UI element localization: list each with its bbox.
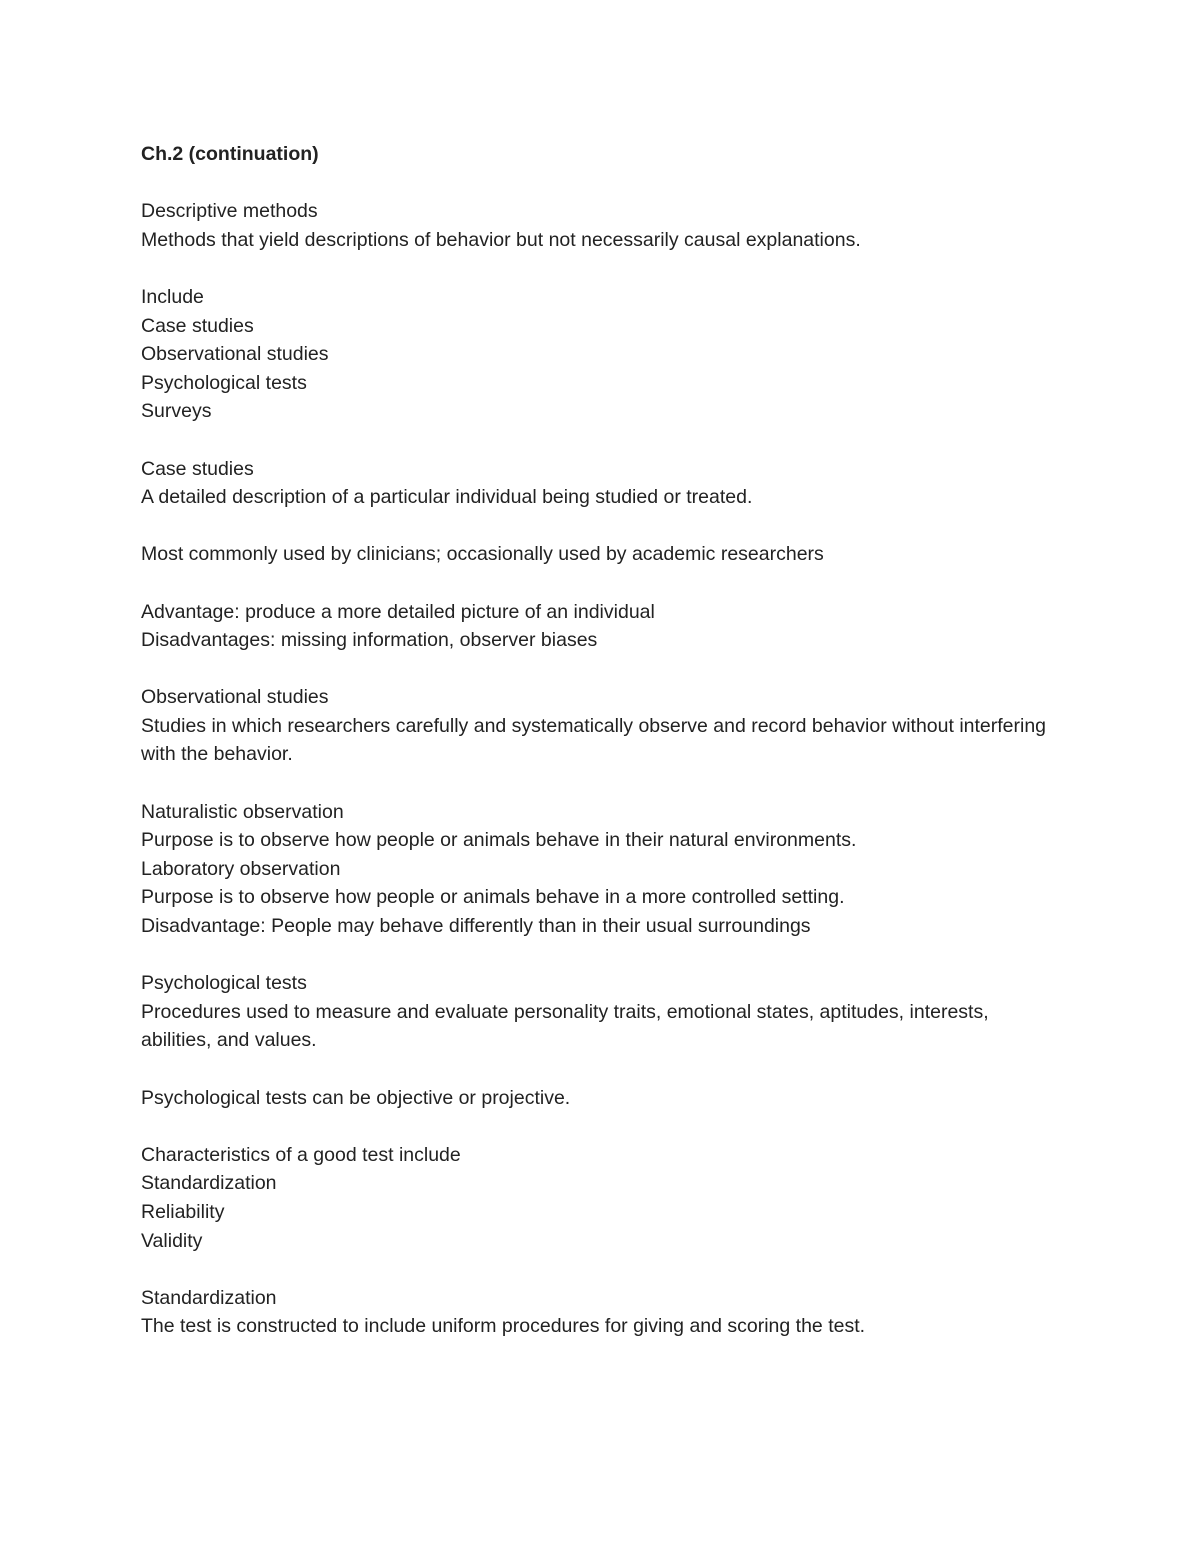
spacer xyxy=(141,1112,1061,1141)
list-item: Surveys xyxy=(141,400,212,423)
definition-text: Purpose is to observe how people or animals behave in a more controlled setting. xyxy=(141,886,845,909)
term-heading: Psychological tests xyxy=(141,972,307,995)
spacer xyxy=(141,1055,1061,1084)
term-heading: Case studies xyxy=(141,457,254,480)
term-heading: Descriptive methods xyxy=(141,200,318,223)
definition-text: The test is constructed to include uniform procedures for giving and scoring the test. xyxy=(141,1315,866,1338)
term-heading: Standardization xyxy=(141,1286,277,1309)
definition-text: Methods that yield descriptions of behavior but not necessarily causal explanations. xyxy=(141,228,861,251)
list-item: Reliability xyxy=(141,1200,225,1223)
spacer xyxy=(141,1255,1061,1284)
spacer xyxy=(141,426,1061,455)
definition-text: A detailed description of a particular individual being studied or treated. xyxy=(141,486,753,509)
document-page xyxy=(141,140,1061,1341)
advantage-text: Advantage: produce a more detailed picture of an individual xyxy=(141,600,655,623)
spacer xyxy=(141,655,1061,684)
list-item: Case studies xyxy=(141,314,254,337)
spacer xyxy=(141,512,1061,541)
disadvantage-text: Disadvantages: missing information, observer biases xyxy=(141,629,598,652)
spacer xyxy=(141,569,1061,598)
term-heading: Naturalistic observation xyxy=(141,800,344,823)
definition-text: Procedures used to measure and evaluate personality traits, emotional states, aptitudes, interests, abilities, and values. xyxy=(141,1000,989,1052)
list-item: Standardization xyxy=(141,1172,277,1195)
spacer xyxy=(141,769,1061,798)
definition-text: Studies in which researchers carefully and systematically observe and record behavior without interfering with the behavior. xyxy=(141,714,1047,766)
term-heading: Laboratory observation xyxy=(141,857,341,880)
spacer xyxy=(141,941,1061,970)
note-text: Most commonly used by clinicians; occasionally used by academic researchers xyxy=(141,543,824,566)
document-title: Ch.2 (continuation) xyxy=(141,143,319,165)
term-heading: Observational studies xyxy=(141,686,329,709)
definition-text: Purpose is to observe how people or animals behave in their natural environments. xyxy=(141,829,857,852)
spacer xyxy=(141,254,1061,283)
spacer xyxy=(141,169,1061,198)
list-heading: Characteristics of a good test include xyxy=(141,1143,461,1166)
list-item: Observational studies xyxy=(141,343,329,366)
list-item: Validity xyxy=(141,1229,203,1252)
list-heading: Include xyxy=(141,285,204,308)
note-text: Psychological tests can be objective or projective. xyxy=(141,1086,571,1109)
list-item: Psychological tests xyxy=(141,371,307,394)
disadvantage-text: Disadvantage: People may behave differently than in their usual surroundings xyxy=(141,915,811,938)
